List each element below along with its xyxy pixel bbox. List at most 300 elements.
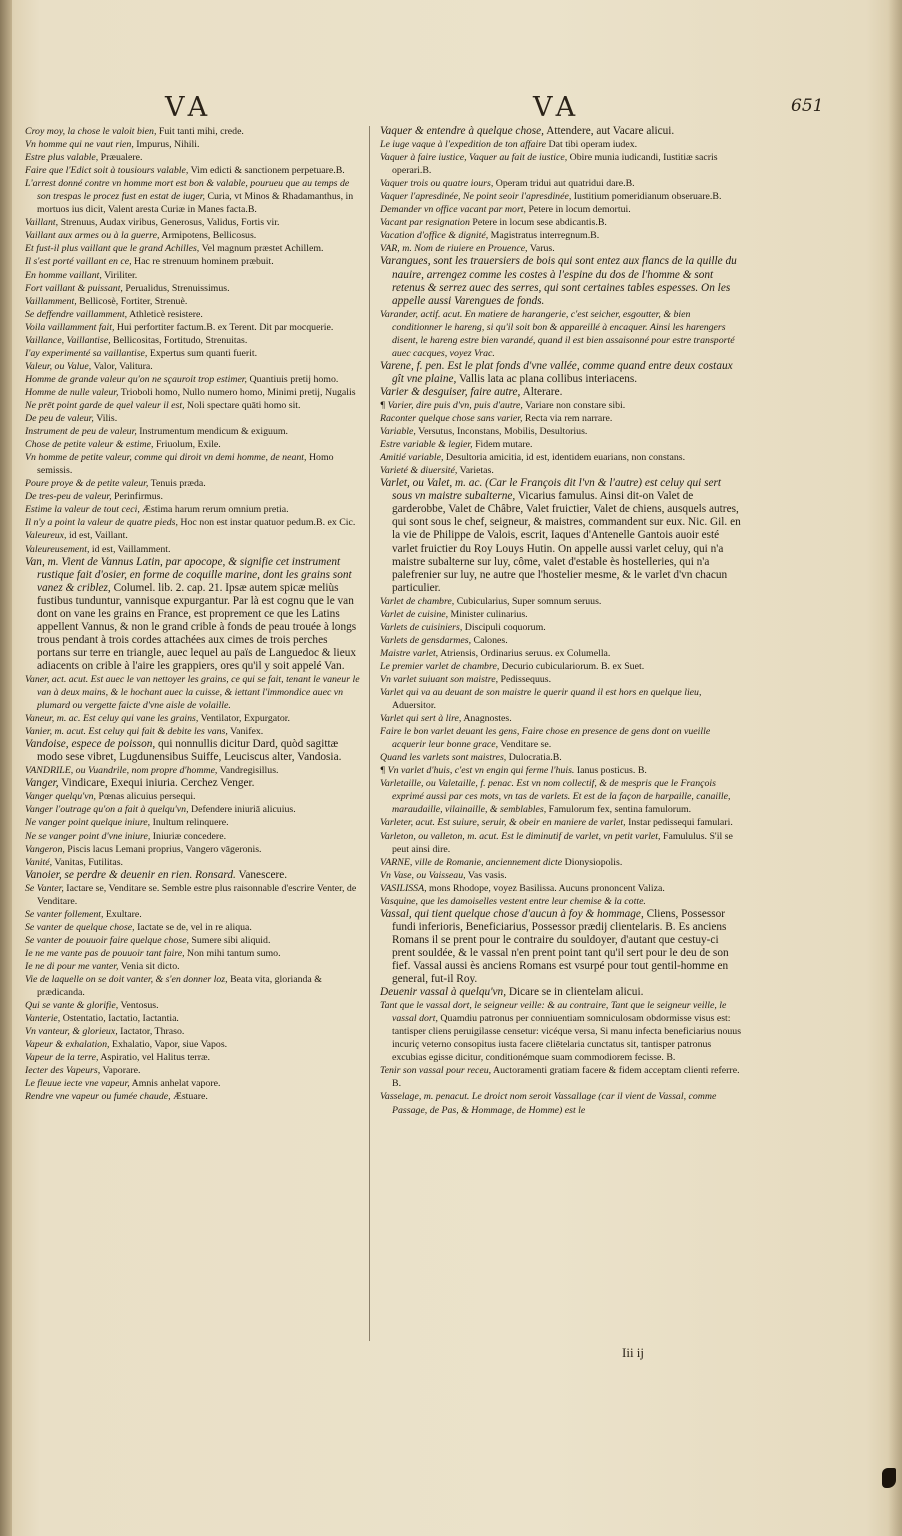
entry-french: Ie ne di pour me vanter, <box>25 961 119 972</box>
entry-french: Faire que l'Edict soit à tousiours valable, <box>25 165 189 177</box>
entry-latin: Præualere. <box>100 152 143 164</box>
dictionary-entry <box>380 999 742 1064</box>
entry-french: Raconter quelque chose sans varier, <box>380 413 523 425</box>
entry-latin: Magistratus interregnum.B. <box>490 230 600 242</box>
entry-french: De tres-peu de valeur, <box>25 491 112 503</box>
dictionary-entry <box>380 125 742 138</box>
entry-latin: id est, Vaillant. <box>68 530 128 542</box>
entry-latin: Tenuis præda. <box>150 478 206 490</box>
entry-french: Le iuge vaque à l'expedition de ton affaire <box>380 139 547 151</box>
dictionary-entry <box>380 595 742 608</box>
entry-french: Voila vaillamment fait, <box>25 321 115 333</box>
dictionary-entry <box>380 229 742 242</box>
dictionary-entry <box>25 386 360 399</box>
dictionary-entry <box>380 477 742 594</box>
dictionary-entry <box>25 725 360 738</box>
entry-french: Vandoise, espece de poisson, <box>25 738 156 751</box>
entry-french: Vn vanteur, & glorieux, <box>25 1026 118 1038</box>
dictionary-entry <box>25 177 360 216</box>
entry-french: Vacant par resignation <box>380 217 470 229</box>
entry-latin: Obire munia iudicandi, Iustitiæ sacris operari.B. <box>392 152 718 177</box>
entry-french: Il s'est porté vaillant en ce, <box>25 256 132 268</box>
dictionary-entry <box>25 347 360 360</box>
entry-french: Vanger l'outrage qu'on a fait à quelqu'vn, <box>25 804 189 816</box>
entry-latin: Iactator, Thraso. <box>120 1026 185 1038</box>
dictionary-entry <box>25 269 360 282</box>
entry-french: Estime la valeur de tout ceci, <box>25 504 140 516</box>
entry-latin: Attendere, aut Vacare alicui. <box>546 125 675 137</box>
entry-french: Vanier, m. acut. Est celuy qui fait & debite les vans, <box>25 726 228 738</box>
entry-french: Vn homme qui ne vaut rien, <box>25 139 134 151</box>
entry-latin: Homo semissis. <box>37 452 334 477</box>
dictionary-entry <box>25 856 360 869</box>
dictionary-entry <box>25 1038 360 1051</box>
entry-latin: Strenuus, Audax viribus, Generosus, Validus, Fortis vir. <box>60 217 280 229</box>
entry-latin: Aduersitor. <box>392 700 437 712</box>
entry-latin: Famulorum fex, sentina famulorum. <box>548 804 692 816</box>
entry-latin: Dionysiopolis. <box>564 856 623 868</box>
entry-french: Varlet, ou Valet, m. ac. (Car le François dit l'vn & l'autre) est celuy qui sert sous vn maistre subalterne, <box>380 477 722 503</box>
entry-french: I'ay experimenté sa vaillantise, <box>25 347 148 359</box>
dictionary-entry <box>25 360 360 373</box>
entry-latin: Dulocratia.B. <box>508 752 562 764</box>
entry-latin: Ostentatio, Iactatio, Iactantia. <box>62 1013 179 1025</box>
entry-latin: Auctoramenti gratiam facere & fidem acceptam clienti referre. B. <box>392 1065 740 1090</box>
dictionary-entry <box>25 712 360 725</box>
dictionary-entry <box>25 255 360 268</box>
dictionary-entry <box>25 308 360 321</box>
entry-french: Ne prēt point garde de quel valeur il est, <box>25 399 185 411</box>
column-rule <box>369 126 370 1341</box>
entry-latin: Recta via rem narrare. <box>524 413 613 425</box>
entry-french: Varleter, acut. Est suiure, seruir, & obeir en maniere de varlet, <box>380 817 626 829</box>
entry-french: Le fleuue iecte vne vapeur, <box>25 1078 130 1090</box>
entry-french: Vie de laquelle on se doit vanter, & s'en donner loz, <box>25 974 228 986</box>
entry-latin: Venia sit dicto. <box>120 961 180 972</box>
entry-french: VANDRILE, ou Vuandrile, nom propre d'homme, <box>25 765 218 777</box>
entry-french: Ie ne me vante pas de pouuoir tant faire, <box>25 947 185 959</box>
entry-latin: Æstima harum rerum omnium pretia. <box>142 504 289 516</box>
entry-french: Varlet qui va au deuant de son maistre le querir quand il est hors en quelque lieu, <box>380 687 702 699</box>
entry-latin: Vim edicti & sanctionem perpetuare.B. <box>190 165 345 177</box>
running-head-right: VA <box>533 92 581 123</box>
entry-latin: Hoc non est instar quatuor pedum.B. ex Cic. <box>180 517 356 529</box>
entry-french: ¶ Vn varlet d'huis, c'est vn engin qui ferme l'huis. <box>380 765 575 777</box>
entry-latin: Æstuare. <box>173 1091 208 1103</box>
dictionary-entry <box>25 803 360 816</box>
dictionary-entry <box>380 830 742 856</box>
dictionary-entry <box>25 790 360 803</box>
entry-french: Varlet de chambre, <box>380 595 455 607</box>
dictionary-entry <box>380 634 742 647</box>
entry-french: Ne vanger point quelque iniure, <box>25 817 151 829</box>
entry-french: Vaquer l'apresdinée, Ne point seoir l'apresdinée, <box>380 191 572 203</box>
dictionary-entry <box>380 869 742 882</box>
dictionary-entry <box>25 1025 360 1038</box>
entry-french: Tenir son vassal pour receu, <box>380 1065 492 1077</box>
entry-french: Vn homme de petite valeur, comme qui diroit vn demi homme, de neant, <box>25 452 307 464</box>
entry-latin: Vas vasis. <box>467 869 507 881</box>
signature-mark: Iii ij <box>622 1345 645 1360</box>
dictionary-entry <box>380 255 742 307</box>
entry-french: Vasquine, que les damoiselles vestent entre leur chemise & la cotte. <box>380 895 646 907</box>
entry-latin: Bellicosè, Fortiter, Strenuè. <box>79 295 188 307</box>
entry-latin: Ianus posticus. B. <box>576 765 647 777</box>
dictionary-entry <box>25 999 360 1012</box>
entry-latin: Friuolum, Exile. <box>155 439 221 451</box>
dictionary-entry <box>25 816 360 829</box>
entry-french: Faire le bon varlet deuant les gens, Faire chose en presence de gens dont on vueille acquerir leur bonne grace, <box>380 726 711 751</box>
entry-latin: Instar pedissequi famulari. <box>628 817 733 829</box>
entry-french: Varleton, ou valleton, m. acut. Est le diminutif de varlet, vn petit varlet, <box>380 830 661 842</box>
dictionary-entry <box>25 151 360 164</box>
entry-french: Vanité, <box>25 856 53 868</box>
entry-latin: Vanescere. <box>238 868 288 881</box>
entry-latin: Fuit tanti mihi, crede. <box>158 126 244 137</box>
entry-french: Le premier varlet de chambre, <box>380 660 500 672</box>
entry-french: Vasselage, m. penacut. Le droict nom seroit Vassallage (car il vient de Vassal, comme Passage, de Pas, & Hommage, de Homme) est le <box>380 1091 717 1116</box>
entry-french: Varangues, sont les trauersiers de bois qui sont entez aux flancs de la quille du nauire, arrengez comme les costes à l'espine du dos de l'homme & sont retenus & serrez auec des serres, qui sont certaines tables espesses. On les appelle aussi Varengues de fonds. <box>380 255 737 307</box>
entry-french: Vacation d'office & dignité, <box>380 230 489 242</box>
entry-latin: Vanitas, Futilitas. <box>54 856 124 868</box>
dictionary-entry <box>25 738 360 764</box>
dictionary-entry <box>25 543 360 556</box>
entry-french: Demander vn office vacant par mort, <box>380 204 526 216</box>
dictionary-entry <box>25 242 360 255</box>
entry-latin: Petere in locum demortui. <box>528 204 631 216</box>
entry-french: Vanger quelqu'vn, <box>25 791 96 803</box>
entry-french: Vaneur, m. ac. Est celuy qui vane les grains, <box>25 713 199 725</box>
dictionary-entry <box>25 1012 360 1025</box>
dictionary-entry <box>380 438 742 451</box>
entry-latin: Hui perfortiter factum.B. ex Terent. Dit par mocquerie. <box>116 321 334 333</box>
entry-latin: Exhalatio, Vapor, siue Vapos. <box>111 1039 228 1051</box>
dictionary-entry <box>25 373 360 386</box>
entry-latin: Venditare se. <box>500 739 552 751</box>
entry-latin: Vanifex. <box>230 726 264 738</box>
entry-latin: Valor, Valitura. <box>93 360 153 372</box>
entry-latin: Vandregisillus. <box>219 765 279 777</box>
dictionary-entry <box>380 712 742 725</box>
entry-latin: Noli spectare quāti homo sit. <box>187 399 301 411</box>
entry-french: Vn varlet suiuant son maistre, <box>380 673 499 685</box>
entry-latin: Minister culinarius. <box>450 608 528 620</box>
dictionary-entry <box>25 216 360 229</box>
entry-french: Varier & desguiser, faire autre, <box>380 385 521 398</box>
entry-french: Croy moy, la chose le valoit bien, <box>25 126 157 137</box>
dictionary-entry <box>25 973 360 999</box>
dictionary-entry <box>25 516 360 529</box>
entry-latin: Operam tridui aut quatridui dare.B. <box>495 178 635 190</box>
entry-latin: Vaporare. <box>102 1065 141 1077</box>
entry-french: Et fust-il plus vaillant que le grand Achilles, <box>25 243 200 255</box>
dictionary-entry <box>380 816 742 829</box>
entry-french: Vn Vase, ou Vaisseau, <box>380 869 466 881</box>
entry-french: Varletaille, ou Valetaille, f. penac. Est vn nom collectif, & de mespris que le François exprimé aussi par ces mots, vn tas de varlets. Et est de la façon de harpaille, canaille, maraudaille, vilainaille, & semblables, <box>380 778 731 816</box>
dictionary-entry <box>25 334 360 347</box>
entry-french: Vaillant, <box>25 217 59 229</box>
entry-french: Estre plus valable, <box>25 152 99 164</box>
entry-french: VAR, m. Nom de riuiere en Prouence, <box>380 243 528 255</box>
entry-french: Estre variable & legier, <box>380 439 473 451</box>
entry-latin: mons Rhodope, voyez Basilissa. Aucuns prononcent Valiza. <box>429 882 665 894</box>
entry-french: Vaquer & entendre à quelque chose, <box>380 125 544 137</box>
entry-latin: Vel magnum præstet Achillem. <box>201 243 324 255</box>
entry-french: Varlet de cuisine, <box>380 608 449 620</box>
entry-latin: Quantiuis pretij homo. <box>249 373 339 385</box>
entry-french: Poure proye & de petite valeur, <box>25 478 149 490</box>
entry-latin: Vicarius famulus. Ainsi dit-on Valet de garderobbe, Valet de Châbre, Valet fruictier, Valet de chiens, ausquels autres, qui sont sous le chef, seigneur, & maistres, commandent sur eux. Nic. Gil. en la vie de Philippe de Valois, escrit, Iaques d'Antenelle Gantois auoir esté varlet fruictier du Roy Louys Hutin. On appelle aussi varlet celuy, qui n'a maistre subalterne sur luy, côme, valet d'estable ès hostelleries, qui n'a palefrenier sur luy, ne autre que l'hostelier mesme, & le varlet d'vn chacun particulier. <box>392 490 741 594</box>
entry-latin: Armipotens, Bellicosus. <box>161 230 257 242</box>
right-column <box>380 125 742 1117</box>
dictionary-entry <box>25 843 360 856</box>
entry-latin: Famululus. S'il se peut ainsi dire. <box>392 830 733 855</box>
entry-french: Varieté & diuersité, <box>380 465 458 477</box>
entry-latin: Perinfirmus. <box>114 491 163 503</box>
dictionary-entry <box>380 686 742 712</box>
entry-french: Se vanter follement, <box>25 908 104 920</box>
entry-latin: Instrumentum mendicum & exiguum. <box>139 426 289 438</box>
entry-latin: Beata vita, glorianda & prædicanda. <box>37 974 322 999</box>
entry-latin: Dat tibi operam iudex. <box>548 139 638 151</box>
dictionary-entry <box>25 908 360 921</box>
entry-french: Deuenir vassal à quelqu'vn, <box>380 986 507 999</box>
dictionary-entry <box>25 1051 360 1064</box>
dictionary-entry <box>380 895 742 908</box>
entry-french: Vanger, <box>25 777 59 790</box>
dictionary-entry <box>380 451 742 464</box>
dictionary-entry <box>25 477 360 490</box>
entry-french: Vaner, act. acut. Est auec le van nettoyer les grains, ce qui se fait, tenant le vaneur le van à deux mains, & le hochant auec la cuisse, & iettant l'immondice auec vn plumard ou vergette faicte d'vne aisle de volaille. <box>25 673 360 712</box>
dictionary-entry <box>25 830 360 843</box>
entry-french: Se vanter de quelque chose, <box>25 921 135 933</box>
dictionary-entry <box>380 777 742 816</box>
dictionary-entry <box>25 882 360 908</box>
entry-latin: Vallis lata ac plana collibus interiacens. <box>458 372 638 385</box>
entry-french: Vaillant aux armes ou à la guerre, <box>25 230 160 242</box>
entry-latin: Expertus sum quanti fuerit. <box>149 347 258 359</box>
dictionary-entry <box>380 1090 742 1116</box>
dictionary-entry <box>380 308 742 360</box>
entry-french: Maistre varlet, <box>380 647 439 659</box>
dictionary-entry <box>380 386 742 399</box>
entry-french: Instrument de peu de valeur, <box>25 426 137 438</box>
dictionary-entry <box>380 986 742 999</box>
binding-gutter <box>0 0 12 1536</box>
entry-latin: Ventosus. <box>120 1000 159 1012</box>
dictionary-entry <box>25 529 360 542</box>
entry-latin: id est, Vaillamment. <box>91 543 171 555</box>
entry-french: Vaillance, Vaillantise, <box>25 334 111 346</box>
entry-latin: Decurio cubiculariorum. B. ex Suet. <box>501 660 645 672</box>
entry-latin: Athleticè resistere. <box>129 308 203 320</box>
entry-latin: Vindicare, Exequi iniuria. Cerchez Venger. <box>61 777 255 790</box>
entry-french: Varlets de gensdarmes, <box>380 634 472 646</box>
dictionary-entry <box>25 1090 360 1103</box>
entry-french: Rendre vne vapeur ou fumée chaude, <box>25 1091 171 1103</box>
dictionary-entry <box>380 151 742 177</box>
entry-latin: Varus. <box>529 243 555 255</box>
entry-french: Qui se vante & glorifie, <box>25 1000 119 1012</box>
entry-french: Valeur, ou Value, <box>25 360 92 372</box>
entry-french: Vanterie, <box>25 1013 61 1025</box>
entry-latin: Petere in locum sese abdicantis.B. <box>472 217 607 229</box>
dictionary-entry <box>25 947 360 960</box>
entry-french: Chose de petite valeur & estime, <box>25 439 154 451</box>
entry-french: Amitié variable, <box>380 452 444 464</box>
entry-latin: Viriliter. <box>104 269 138 281</box>
dictionary-entry <box>380 751 742 764</box>
entry-latin: Columel. lib. 2. cap. 21. Ipsæ autem spicæ meliùs fustibus tunduntur, vannisque expurgantur. Par là est cognu que le van dont on vane les grains en France, est proprement ce que les Latins appellent Vannus, & non le grand crible à fonds de peau trouée à longs trous pendant à trois cordes attachées aux cimes de trois perches portans sur terre en triangle, auec lequel au païs de Languedoc & lieux adiacents on crible à l'aire les grappiers, ores qu'il y soit appelé Van. <box>37 581 357 672</box>
dictionary-entry <box>25 164 360 177</box>
dictionary-entry <box>25 138 360 151</box>
dictionary-entry <box>25 556 360 673</box>
entry-french: Valeureusement, <box>25 543 90 555</box>
page-edge-shadow <box>888 0 902 1536</box>
dictionary-entry <box>380 138 742 151</box>
entry-latin: Cubicularius, Super somnum seruus. <box>456 595 602 607</box>
entry-french: Vaillamment, <box>25 295 77 307</box>
entry-french: Iecter des Vapeurs, <box>25 1065 101 1077</box>
entry-latin: Variare non constare sibi. <box>525 399 626 411</box>
entry-french: Varene, f. pen. Est le plat fonds d'vne vallée, comme quand entre deux costaux gît vne plaine, <box>380 359 733 385</box>
entry-french: Se deffendre vaillamment, <box>25 308 128 320</box>
entry-latin: Piscis lacus Lemani proprius, Vangero vāgeronis. <box>67 843 262 855</box>
entry-french: Valeureux, <box>25 530 67 542</box>
entry-french: L'arrest donné contre vn homme mort est bon & valable, pourueu que au temps de son trespas le procez fust en estat de iuger, <box>25 178 350 203</box>
dictionary-entry <box>380 647 742 660</box>
dictionary-entry <box>25 960 360 973</box>
entry-french: ¶ Varier, dire puis d'vn, puis d'autre, <box>380 399 523 411</box>
entry-latin: Versutus, Inconstans, Mobilis, Desultorius. <box>418 426 588 438</box>
dictionary-entry <box>25 295 360 308</box>
entry-french: Homme de nulle valeur, <box>25 386 119 398</box>
dictionary-entry <box>380 660 742 673</box>
entry-latin: Alterare. <box>522 385 563 398</box>
entry-latin: Hac re strenuum hominem præbuit. <box>134 256 274 268</box>
dictionary-entry <box>380 608 742 621</box>
entry-latin: Discipuli coquorum. <box>464 621 546 633</box>
entry-french: Varlets de cuisiniers, <box>380 621 463 633</box>
dictionary-entry <box>25 282 360 295</box>
dictionary-entry <box>25 451 360 477</box>
page-number: 651 <box>791 96 824 116</box>
dictionary-entry <box>380 621 742 634</box>
dictionary-entry <box>25 1077 360 1090</box>
entry-latin: Dicare se in clientelam alicui. <box>508 986 644 999</box>
entry-latin: Atriensis, Ordinarius seruus. ex Columella. <box>440 647 611 659</box>
dictionary-entry <box>380 856 742 869</box>
dictionary-entry <box>380 1064 742 1090</box>
entry-latin: Calones. <box>473 634 508 646</box>
entry-french: En homme vaillant, <box>25 269 102 281</box>
entry-latin: Perualidus, Strenuissimus. <box>125 282 230 294</box>
entry-latin: Iustitium pomeridianum obseruare.B. <box>573 191 722 203</box>
dictionary-entry <box>25 229 360 242</box>
dictionary-entry <box>380 203 742 216</box>
dictionary-entry <box>380 908 742 986</box>
entry-french: VARNE, ville de Romanie, anciennement dicte <box>380 856 563 868</box>
dictionary-entry <box>25 503 360 516</box>
dictionary-entry <box>25 125 360 138</box>
entry-french: Ne se vanger point d'vne iniure, <box>25 830 151 842</box>
entry-latin: Anagnostes. <box>463 713 512 725</box>
entry-latin: Fidem mutare. <box>475 439 533 451</box>
dictionary-entry <box>25 425 360 438</box>
entry-latin: Vilis. <box>96 413 118 425</box>
dictionary-entry <box>380 725 742 751</box>
dictionary-entry <box>380 882 742 895</box>
entry-latin: Iactare se, Venditare se. Semble estre plus raisonnable d'escrire Venter, de Venditare. <box>37 882 357 907</box>
dictionary-entry <box>380 673 742 686</box>
dictionary-entry <box>25 1064 360 1077</box>
entry-latin: Ventilator, Expurgator. <box>200 713 290 725</box>
dictionary-entry <box>25 399 360 412</box>
entry-latin: Iactate se de, vel in re aliqua. <box>137 921 252 933</box>
entry-latin: Iniuriæ concedere. <box>152 830 227 842</box>
dictionary-entry <box>380 412 742 425</box>
entry-french: Il n'y a point la valeur de quatre pieds, <box>25 517 178 529</box>
entry-latin: Cliens, Possessor fundi inferioris, Beneficiarius, Possessor prædij clientelaris. B. Es anciens Romans il se prent pour le contraire du souldoyer, d'autant que cestuy-ci prent souldée, & le vassal n'en prent point tant qu'il sert pour le deu de son fief. Vassal aussi ès anciens Romans est vsurpé pour tout gentil-homme en general, fut-il Roy. <box>392 907 729 986</box>
entry-latin: Aspiratio, vel Halitus terræ. <box>100 1052 211 1064</box>
entry-french: Quand les varlets sont maistres, <box>380 752 507 764</box>
entry-latin: Varietas. <box>459 465 494 477</box>
dictionary-entry <box>25 673 360 712</box>
entry-french: VASILISSA, <box>380 882 427 894</box>
entry-french: Vaquer à faire iustice, Vaquer au fait de iustice, <box>380 152 568 164</box>
entry-french: Tant que le vassal dort, le seigneur veille: & au contraire, Tant que le seigneur veille, le vassal dort, <box>380 1000 727 1025</box>
entry-latin: Bellicositas, Fortitudo, Strenuitas. <box>113 334 248 346</box>
dictionary-entry <box>380 216 742 229</box>
entry-french: Homme de grande valeur qu'on ne sçauroit trop estimer, <box>25 373 248 385</box>
dictionary-entry <box>25 764 360 777</box>
dictionary-entry <box>380 399 742 412</box>
dictionary-entry <box>380 190 742 203</box>
entry-french: Vanoier, se perdre & deuenir en rien. Ronsard. <box>25 868 236 881</box>
dictionary-entry <box>25 869 360 882</box>
entry-latin: Sumere sibi aliquid. <box>191 934 271 946</box>
running-head-left: VA <box>165 92 213 123</box>
dictionary-entry <box>380 425 742 438</box>
entry-french: Vaquer trois ou quatre iours, <box>380 178 494 190</box>
dictionary-entry <box>25 777 360 790</box>
dictionary-entry <box>25 921 360 934</box>
entry-french: Varander, actif. acut. En matiere de harangerie, c'est seicher, esgoutter, & bien conditionner le hareng, si qu'il soit bon & appareillé à encaquer. Ainsi les harengers disent, le hareng estre bien varandé, quand il est bien assaisonné pour estre transporté auec cacques, voyez Vrac. <box>380 308 735 359</box>
entry-latin: qui nonnullis dicitur Dard, quòd sagittæ modo sese vibret, Lugdunensibus Suiffe, Leuciscus alter, Vandosia. <box>37 738 342 764</box>
entry-latin: Defendere iniuriā alicuius. <box>191 804 296 816</box>
entry-french: Se Vanter, <box>25 882 64 894</box>
entry-latin: Curia, vt Minos & Rhadamanthus, in mortuos ius dicit, Valent aresta Curiæ in Manes facta.B. <box>37 191 354 216</box>
left-column <box>25 125 360 1104</box>
entry-latin: Quamdiu patronus per conniuentiam somniculosam obdormisse visus est: tantisper cliens peruigilasse censetur: vicéque versa, Si manu infecta beneficiarius nouus incuriç veterno consopitus iusta facere cliētelaria cunctatus sit, tantisper patronus excubias egisse dicitur, conditionémque suam commodiorem fecisse. B. <box>392 1013 742 1064</box>
entry-french: Fort vaillant & puissant, <box>25 282 123 294</box>
entry-latin: Exultare. <box>105 908 142 920</box>
dictionary-entry <box>25 490 360 503</box>
entry-french: Van, m. Vient de Vannus Latin, par apocope, & signifie cet instrument rustique fait d'osier, en forme de coquille marine, dont les grains sont vanez & criblez, <box>25 555 352 594</box>
dictionary-entry <box>380 464 742 477</box>
dictionary-entry <box>25 934 360 947</box>
entry-latin: Trioboli homo, Nullo numero homo, Minimi pretij, Nugalis <box>120 386 356 398</box>
entry-french: Variable, <box>380 426 416 438</box>
entry-latin: Desultoria amicitia, id est, identidem euarians, non constans. <box>445 452 686 464</box>
ink-blot <box>882 1468 896 1488</box>
entry-latin: Non mihi tantum sumo. <box>187 947 281 959</box>
entry-latin: Amnis anhelat vapore. <box>131 1078 221 1090</box>
entry-french: Se vanter de pouuoir faire quelque chose, <box>25 934 189 946</box>
dictionary-entry <box>380 242 742 255</box>
entry-french: Vapeur & exhalation, <box>25 1039 110 1051</box>
dictionary-entry <box>380 177 742 190</box>
